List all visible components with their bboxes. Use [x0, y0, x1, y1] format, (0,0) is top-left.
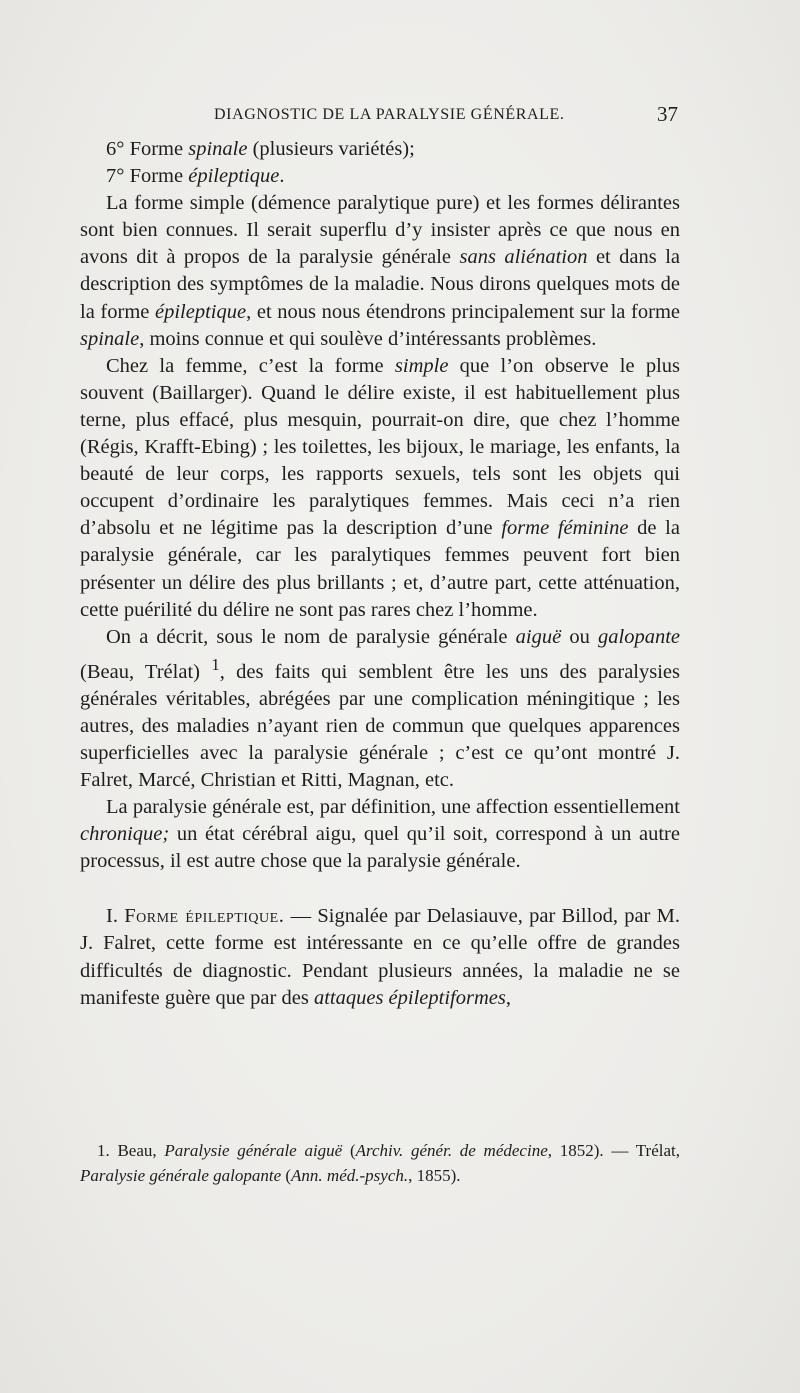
paragraph-women: Chez la femme, c’est la forme simple que l’on observe le plus souvent (Baillarger). Quand le délire existe, il est habituellement plus terne, plus effacé, plus mesquin, pourrait-on dire, que chez l’homme (Régis, Krafft-Ebing) ; les toilettes, les bijoux, le mariage, les enfants, la beauté de leur corps, les rapports sexuels, tels sont les objets qui occupent d’ordinaire les paralytiques femmes. Mais ceci n’a rien d’absolu et ne légitime pas la description d’une forme féminine de la paralysie générale, car les paralytiques femmes peuvent fort bien présenter un délire des plus brillants ; et, d’autre part, cette atténuation, cette puérilité du délire ne sont pas rares chez l’homme.: [80, 354, 680, 621]
page-header: [80, 104, 680, 130]
page-number: 37: [657, 102, 678, 126]
footnotes: [80, 1138, 680, 1188]
footnote-1: 1. Beau, Paralysie générale aiguë (Archiv. génér. de médecine, 1852). — Trélat, Paralysie générale galopante (Ann. méd.-psych., 1855).: [80, 1141, 680, 1185]
footnote-ref[interactable]: 1: [211, 654, 220, 674]
body-text: [80, 136, 680, 1012]
section-epileptic: I. Forme épileptique. — Signalée par Delasiauve, par Billod, par M. J. Falret, cette forme est intéressante en ce qu’elle offre de grandes difficultés de diagnostic. Pendant plusieurs années, la maladie ne se manifeste guère que par des attaques épileptiformes,: [80, 905, 680, 1009]
list-item-7: 7° Forme épileptique.: [106, 165, 285, 188]
paragraph-chronic: La paralysie générale est, par définition, une affection essentiellement chronique; un état cérébral aigu, quel qu’il soit, correspond à un autre processus, il est autre chose que la paralysie générale.: [80, 796, 680, 873]
section-heading: Forme épileptique.: [124, 905, 285, 928]
paragraph-forms: La forme simple (démence paralytique pure) et les formes délirantes sont bien connues. Il serait superflu d’y insister après ce que nous en avons dit à propos de la paralysie générale sans aliénation et dans la description des symptômes de la maladie. Nous dirons quelques mots de la forme épileptique, et nous nous étendrons principalement sur la forme spinale, moins connue et qui soulève d’intéressants problèmes.: [80, 192, 680, 350]
paragraph-acute: On a décrit, sous le nom de paralysie générale aiguë ou galopante (Beau, Trélat) $^1$, des faits qui semblent être les uns des paralysies générales véritables, abrégées par une complication méningitique ; les autres, des maladies n’ayant rien de commun que quelques apparences superficielles avec la paralysie générale ; c’est ce qu’ont montré J. Falret, Marcé, Christian et Ritti, Magnan, etc.: [80, 625, 680, 791]
list-item-6: 6° Forme spinale (plusieurs variétés);: [106, 138, 415, 160]
running-title: DIAGNOSTIC DE LA PARALYSIE GÉNÉRALE.: [214, 106, 565, 123]
